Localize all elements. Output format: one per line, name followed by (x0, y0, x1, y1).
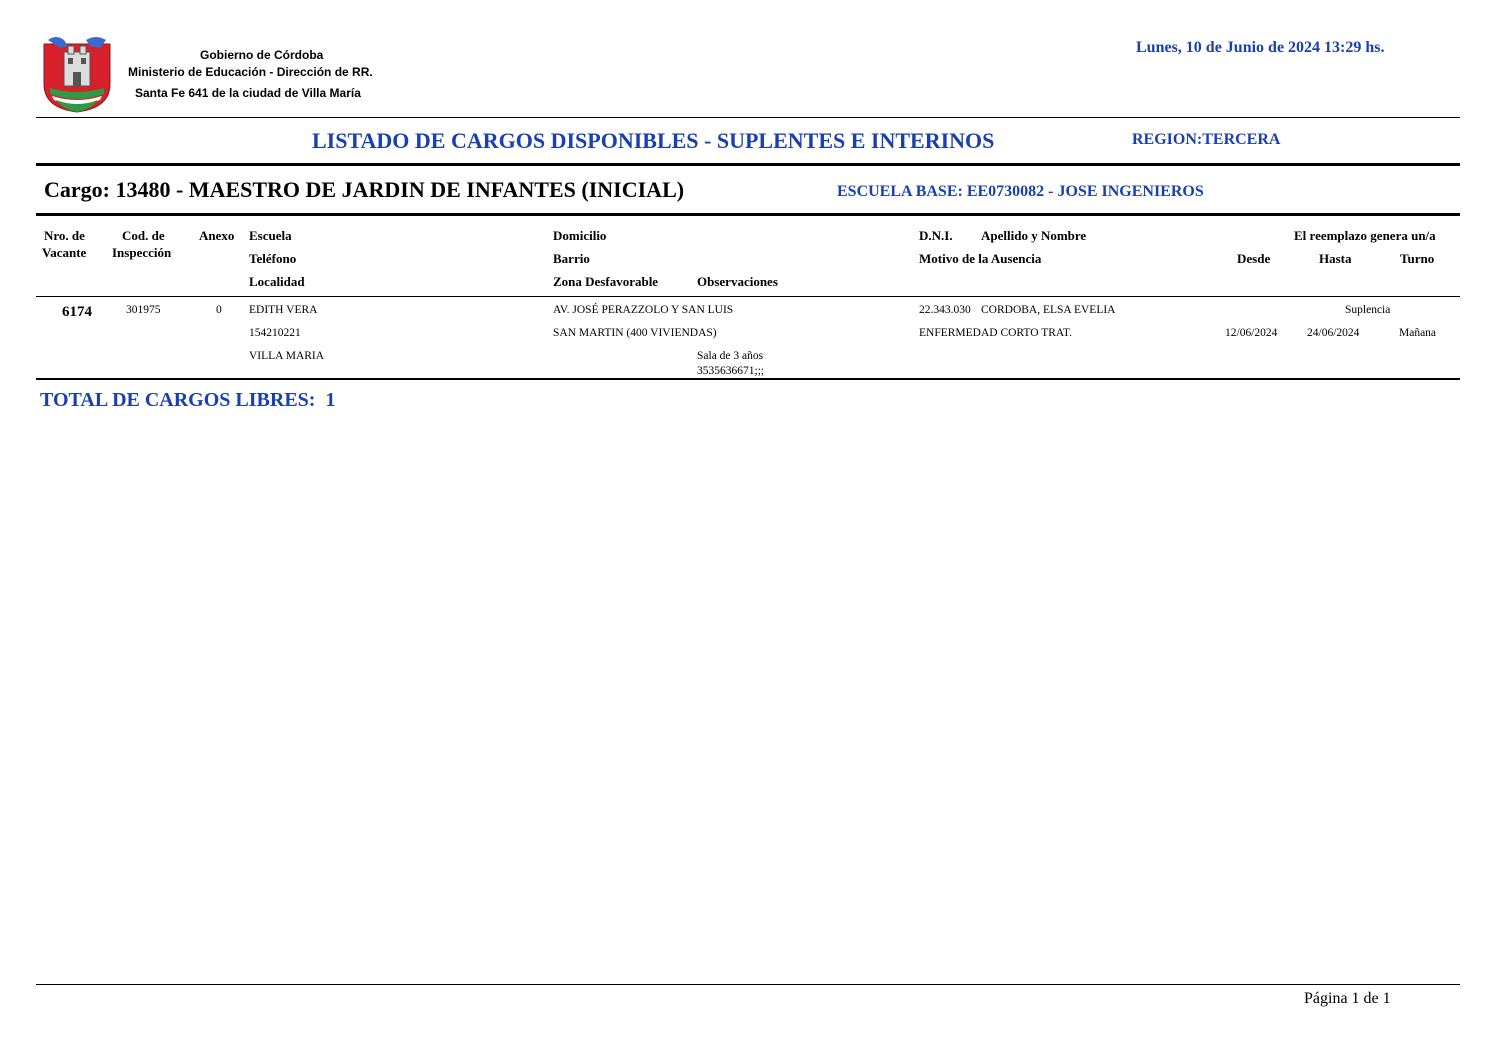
col-cod: Cod. de (122, 228, 165, 243)
cargo-label: Cargo: 13480 - MAESTRO DE JARDIN DE INFANTES (INICIAL) (44, 177, 685, 202)
col-turno: Turno (1400, 251, 1435, 266)
col-observaciones: Observaciones (697, 274, 778, 289)
title-divider (36, 163, 1460, 166)
total-cargos: TOTAL DE CARGOS LIBRES: 1 (40, 389, 336, 411)
col-desde: Desde (1237, 251, 1271, 266)
col-inspeccion: Inspección (112, 245, 172, 260)
footer-divider (36, 984, 1460, 985)
escudo-cordoba-icon (38, 34, 116, 114)
row-cod: 301975 (126, 304, 161, 316)
header-divider (36, 117, 1460, 118)
col-apellido: Apellido y Nombre (981, 228, 1087, 243)
col-dni: D.N.I. (919, 228, 953, 243)
col-motivo: Motivo de la Ausencia (919, 251, 1042, 266)
row-nombre: CORDOBA, ELSA EVELIA (981, 304, 1116, 316)
col-reemplazo: El reemplazo genera un/a (1294, 228, 1436, 243)
page-number: Página 1 de 1 (1304, 990, 1391, 1007)
address: Santa Fe 641 de la ciudad de Villa María (135, 86, 361, 100)
row-telefono: 154210221 (249, 327, 301, 339)
row-barrio: SAN MARTIN (400 VIVIENDAS) (553, 327, 717, 339)
region-label: REGION:TERCERA (1132, 131, 1281, 148)
col-vacante: Vacante (42, 245, 87, 260)
row-hasta: 24/06/2024 (1307, 327, 1360, 339)
row-dni: 22.343.030 (919, 304, 971, 316)
row-escuela: EDITH VERA (249, 304, 318, 316)
col-anexo: Anexo (199, 228, 235, 243)
row-tipo: Suplencia (1345, 304, 1391, 316)
columns-divider (36, 296, 1460, 297)
col-hasta: Hasta (1319, 251, 1352, 266)
ministry-name: Ministerio de Educación - Dirección de RR. (128, 65, 373, 79)
row-motivo: ENFERMEDAD CORTO TRAT. (919, 327, 1072, 339)
row-turno: Mañana (1399, 327, 1437, 339)
col-domicilio: Domicilio (553, 228, 607, 243)
row-localidad: VILLA MARIA (249, 350, 325, 362)
table-bottom-divider (36, 378, 1460, 380)
gov-name: Gobierno de Córdoba (200, 48, 324, 62)
row-domicilio: AV. JOSÉ PERAZZOLO Y SAN LUIS (553, 304, 734, 316)
page-title: LISTADO DE CARGOS DISPONIBLES - SUPLENTES E INTERINOS (312, 128, 995, 153)
report-date: Lunes, 10 de Junio de 2024 13:29 hs. (1136, 39, 1385, 56)
cargo-divider (36, 213, 1460, 216)
row-nro: 6174 (62, 304, 92, 320)
col-escuela: Escuela (249, 228, 292, 243)
col-nro: Nro. de (44, 228, 85, 243)
col-zona: Zona Desfavorable (553, 274, 659, 289)
escuela-base: ESCUELA BASE: EE0730082 - JOSE INGENIEROS (837, 183, 1204, 200)
col-localidad: Localidad (249, 274, 305, 289)
row-observaciones-2: 3535636671;;; (697, 365, 765, 377)
col-barrio: Barrio (553, 251, 590, 266)
col-telefono: Teléfono (249, 251, 297, 266)
row-anexo: 0 (216, 304, 222, 316)
row-observaciones-1: Sala de 3 años (697, 350, 764, 362)
row-desde: 12/06/2024 (1225, 327, 1278, 339)
